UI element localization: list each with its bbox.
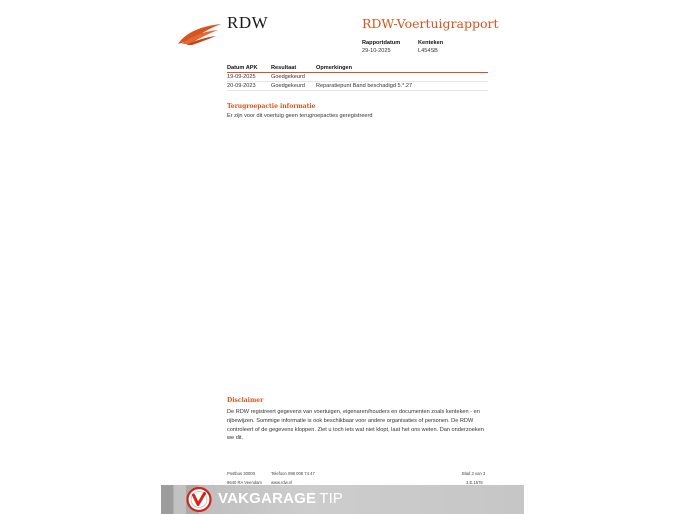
plate-label: Kenteken [418, 40, 444, 46]
banner-brand: VAKGARAGE [218, 490, 317, 507]
vakgarage-check-icon [185, 487, 213, 512]
recall-section-title: Terugroepactie informatie [227, 103, 316, 110]
apk-table-header [227, 64, 488, 73]
footer-website[interactable]: www.rdw.nl [271, 480, 292, 485]
column-header-date: Datum APK [227, 65, 258, 71]
report-date-block [362, 39, 400, 55]
plate-value: L454SB [418, 48, 438, 54]
apk-notes-cell: Reparatiepunt Band beschadigd 5.*.27 [316, 83, 413, 89]
report-date-label: Rapportdatum [362, 40, 401, 46]
rdw-logo-icon [176, 22, 222, 46]
document-title: RDW-Voertuigrapport [362, 16, 499, 31]
footer-code: 3.E.1678 [466, 480, 483, 485]
footer-phone: Telefoon 088 008 74 47 [271, 471, 315, 476]
disclaimer-text: De RDW registreert gegevens van voertuigen, eigenaren/houders en documenten zoals kenteken - en rijbewijzen. Sommige informatie is ook beschikbaar voor andere organisaties of personen. De RDW controleert of de gegevens kloppen. Ziet u toch iets wat niet klopt, laat het ons weten. Dan onderzoeken we dit. [227, 409, 484, 442]
footer-postbus: Postbus 30000 [227, 471, 255, 476]
recall-section-text: Er zijn voor dit voertuig geen terugroepacties geregistreerd [227, 113, 373, 119]
apk-result-cell: Goedgekeurd [271, 83, 305, 89]
apk-result-cell: Goedgekeurd [271, 74, 305, 80]
brand-name: RDW [227, 13, 269, 32]
footer-address: 9640 RA Veendam [227, 480, 262, 485]
table-row [227, 73, 488, 82]
banner-label [218, 490, 343, 507]
apk-date-cell: 20-09-2023 [227, 83, 256, 89]
banner-tip: TIP [319, 490, 344, 507]
apk-notes-cell [316, 73, 488, 81]
report-date-value: 29-10-2025 [362, 48, 391, 54]
table-row [227, 82, 488, 91]
column-header-result: Resultaat [271, 65, 297, 71]
plate-block [418, 39, 443, 55]
apk-date-cell: 19-09-2025 [227, 74, 256, 80]
disclaimer-title: Disclaimer [227, 397, 264, 404]
column-header-notes: Opmerkingen [316, 65, 353, 71]
apk-table [227, 64, 488, 91]
footer-page-number: Blad 3 van 3 [462, 471, 486, 476]
